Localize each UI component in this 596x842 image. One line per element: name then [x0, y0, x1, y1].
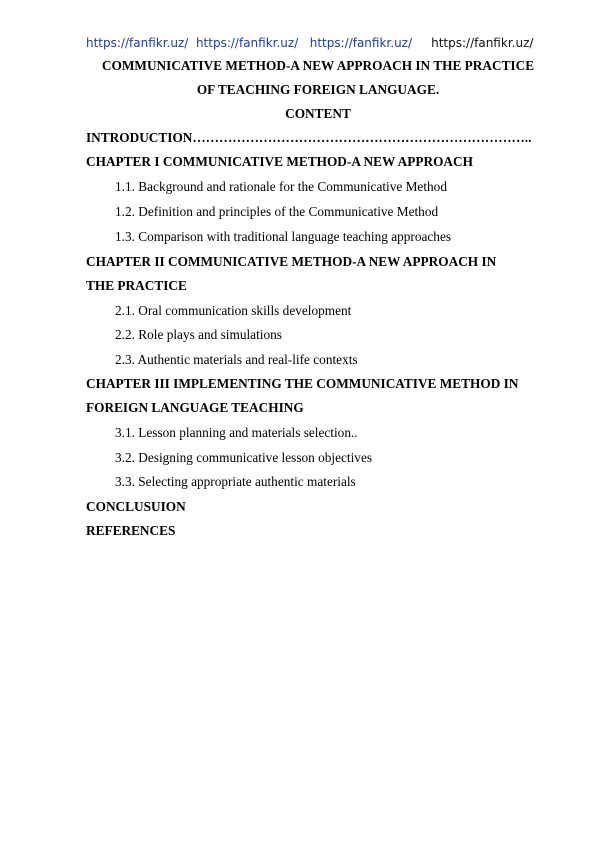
toc-section-1-2: 1.2. Definition and principles of the Communicative Method: [115, 204, 439, 219]
toc-references: REFERENCES: [86, 523, 176, 538]
toc-section-3-2: 3.2. Designing communicative lesson objectives: [115, 450, 373, 465]
document-title-line-2: OF TEACHING FOREIGN LANGUAGE.: [196, 82, 440, 97]
toc-chapter-3-title-line-1: CHAPTER III IMPLEMENTING THE COMMUNICATIVE METHOD IN: [86, 376, 519, 391]
toc-chapter-2-title-line-2: THE PRACTICE: [86, 278, 187, 293]
toc-section-3-3: 3.3. Selecting appropriate authentic materials: [115, 474, 356, 489]
toc-section-3-1: 3.1. Lesson planning and materials selection..: [115, 425, 358, 440]
document-title-line-1: COMMUNICATIVE METHOD-A NEW APPROACH IN THE PRACTICE: [101, 58, 535, 73]
toc-introduction: INTRODUCTION…………………………………………………………………..: [86, 130, 532, 145]
toc-chapter-1-title: CHAPTER I COMMUNICATIVE METHOD-A NEW APPROACH: [86, 154, 473, 169]
toc-section-1-3: 1.3. Comparison with traditional language teaching approaches: [115, 229, 452, 244]
header-link-2[interactable]: https://fanfikr.uz/: [195, 36, 299, 50]
header-link-4[interactable]: https://fanfikr.uz/: [431, 36, 534, 50]
toc-chapter-3-title-line-2: FOREIGN LANGUAGE TEACHING: [86, 400, 304, 415]
header-link-1[interactable]: https://fanfikr.uz/: [86, 36, 189, 50]
toc-conclusion: CONCLUSUION: [86, 499, 186, 514]
toc-chapter-2-title-line-1: CHAPTER II COMMUNICATIVE METHOD-A NEW APPROACH IN: [86, 254, 497, 269]
content-heading: CONTENT: [285, 106, 351, 121]
header-link-3[interactable]: https://fanfikr.uz/: [309, 36, 413, 50]
toc-section-2-2: 2.2. Role plays and simulations: [115, 327, 282, 342]
toc-section-1-1: 1.1. Background and rationale for the Communicative Method: [115, 179, 447, 194]
header-links: [86, 36, 556, 50]
toc-section-2-3: 2.3. Authentic materials and real-life contexts: [115, 352, 358, 367]
toc-section-2-1: 2.1. Oral communication skills development: [115, 303, 352, 318]
